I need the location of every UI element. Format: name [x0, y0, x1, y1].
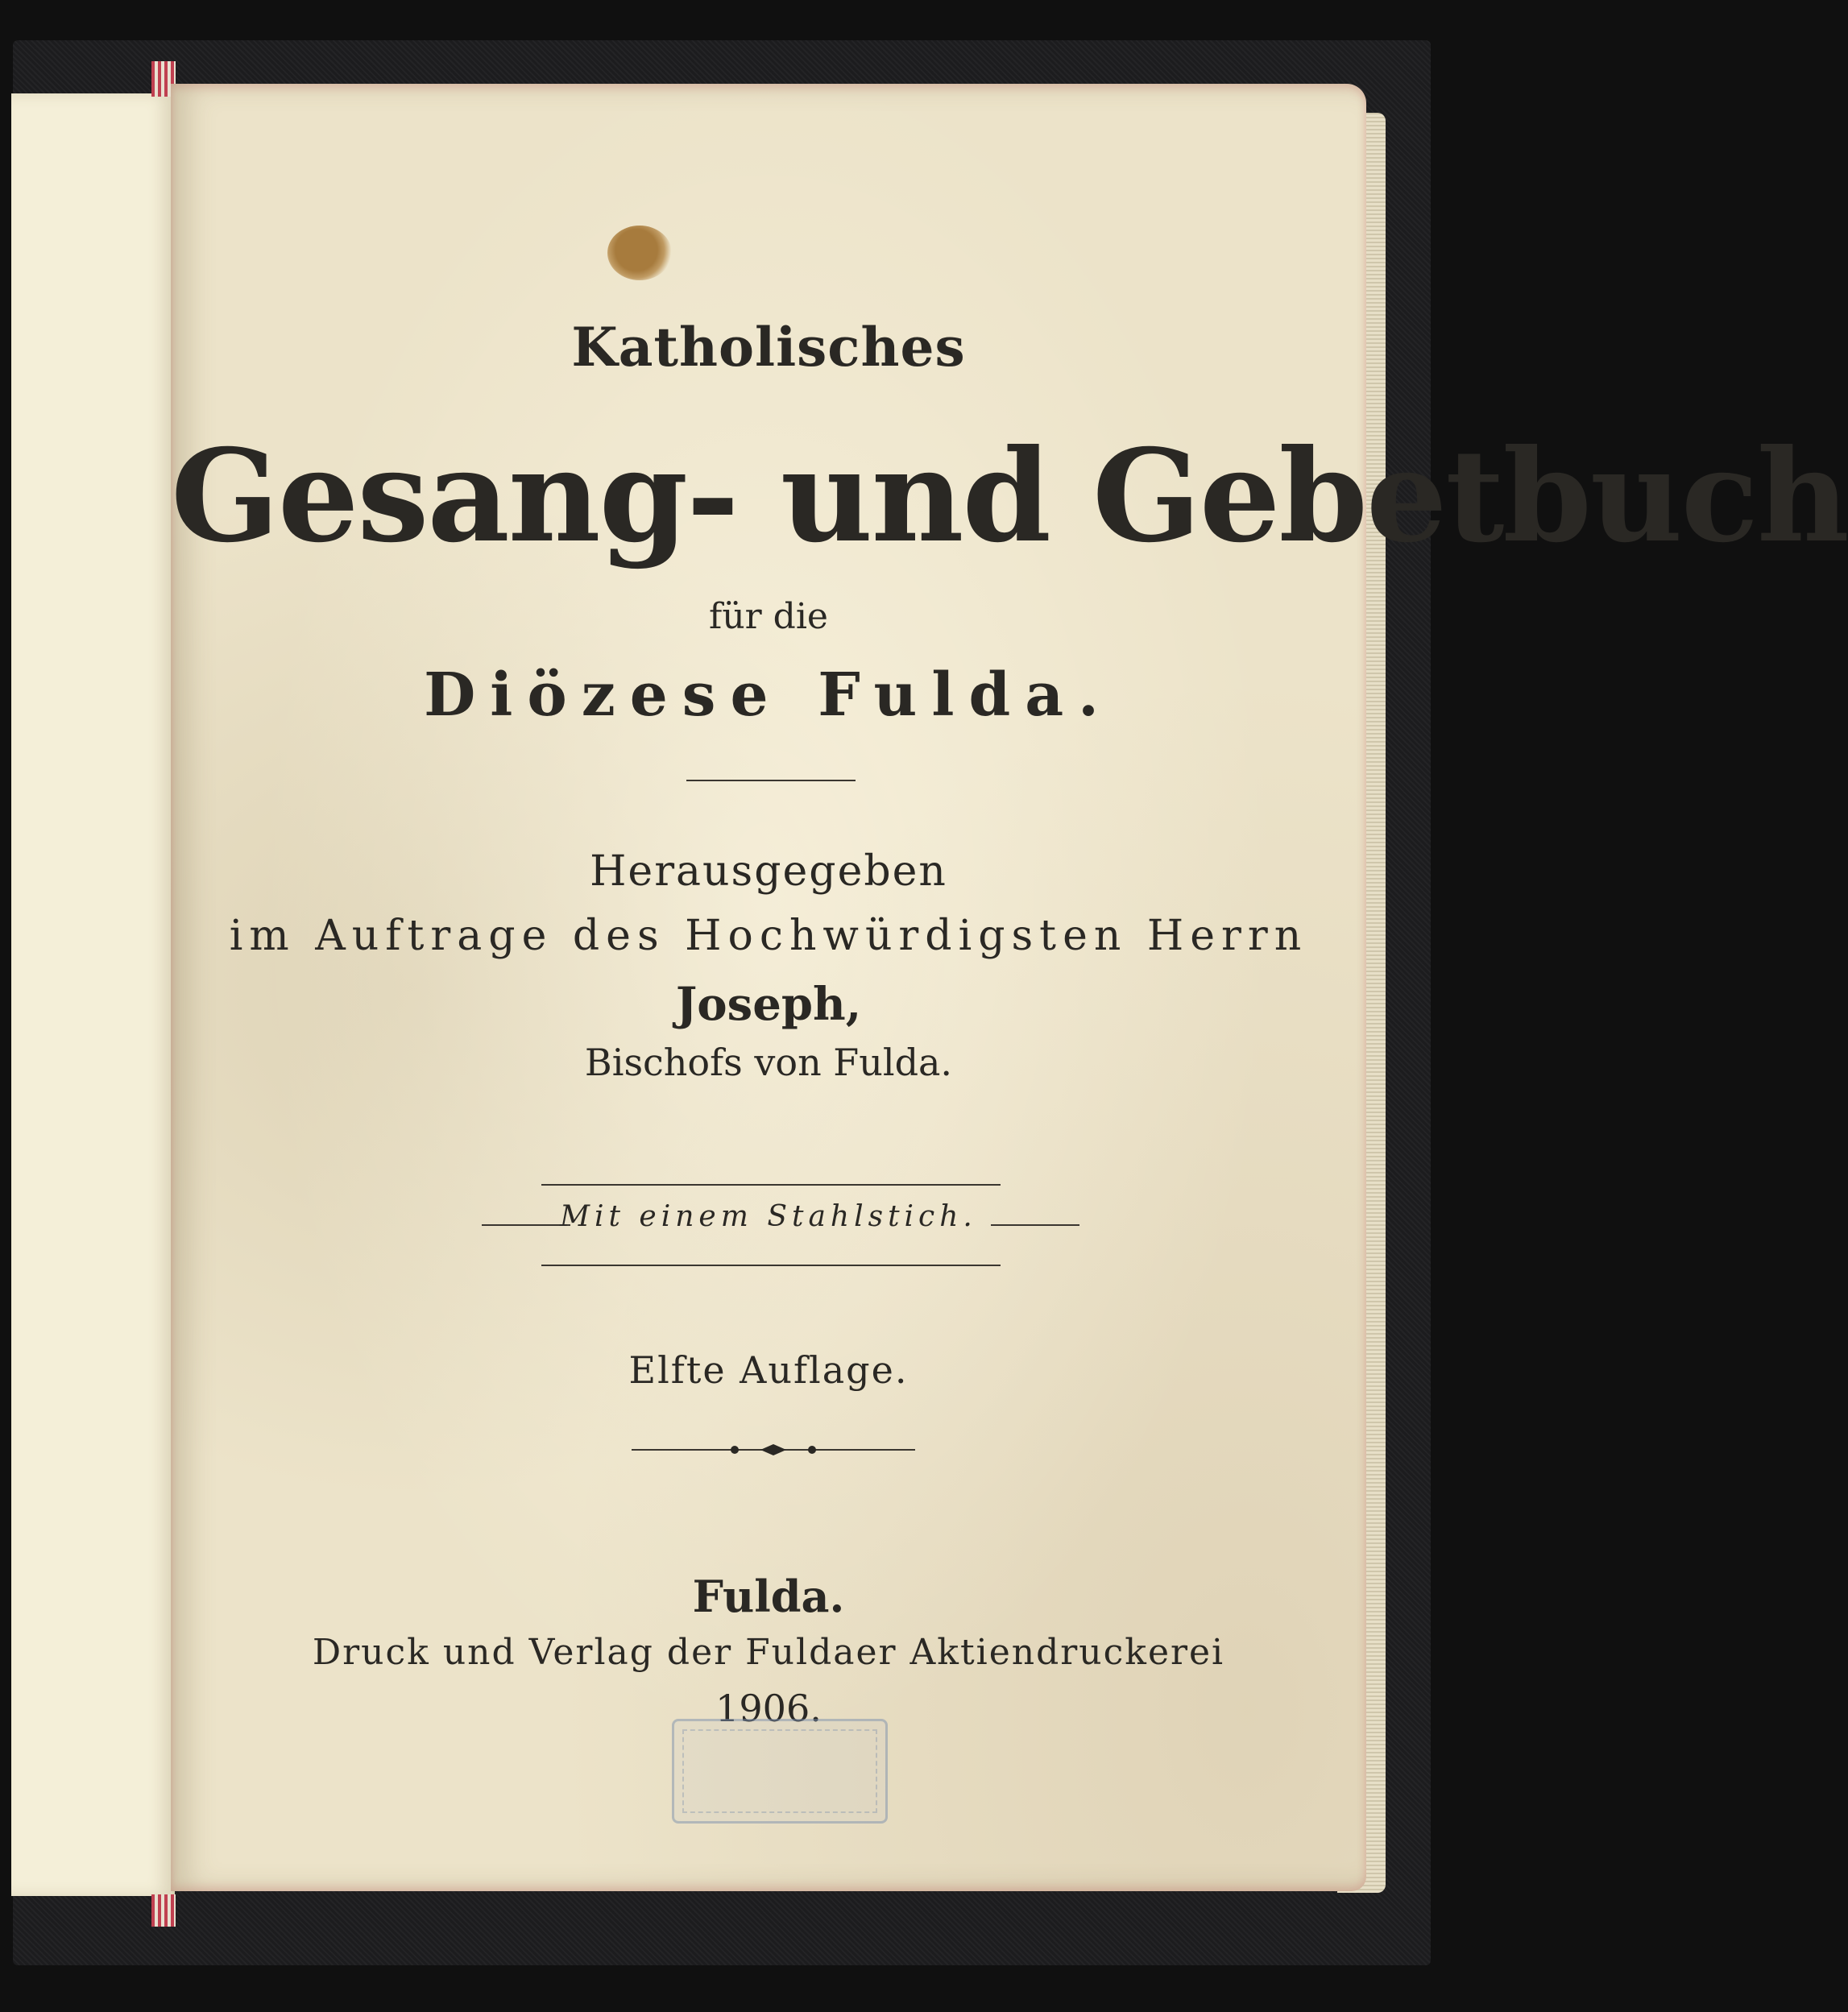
imprint-publisher: Druck und Verlag der Fuldaer Aktiendruckerei — [312, 1632, 1225, 1673]
library-stamp — [672, 1719, 888, 1824]
editor-line-auftrag: im Auftrage des Hochwürdigsten Herrn — [229, 912, 1308, 960]
edition-note: Elfte Auflage. — [628, 1348, 909, 1392]
divider-rule-lower — [541, 1265, 1001, 1266]
divider-rule-right — [991, 1224, 1079, 1226]
title-line-fuer-die: für die — [709, 596, 828, 637]
editor-line-herausgegeben: Herausgegeben — [590, 847, 947, 896]
divider-rule-upper — [541, 1184, 1001, 1186]
title-page — [171, 84, 1848, 1891]
foxing-stain — [607, 226, 672, 280]
flyleaf — [11, 93, 175, 1896]
editor-name: Joseph, — [675, 978, 862, 1031]
editor-title: Bischofs von Fulda. — [584, 1041, 953, 1084]
imprint-year: 1906. — [715, 1687, 822, 1730]
ornament-divider — [632, 1442, 915, 1458]
engraving-note: Mit einem Stahlstich. — [560, 1200, 977, 1233]
title-line-katholisches: Katholisches — [571, 316, 966, 379]
title-line-dioezese: Diözese Fulda. — [424, 660, 1113, 730]
imprint-place: Fulda. — [692, 1571, 845, 1622]
headband-bottom — [151, 1894, 176, 1927]
divider-rule — [686, 780, 856, 781]
main-title: Gesang- und Gebetbuch — [171, 422, 1848, 571]
